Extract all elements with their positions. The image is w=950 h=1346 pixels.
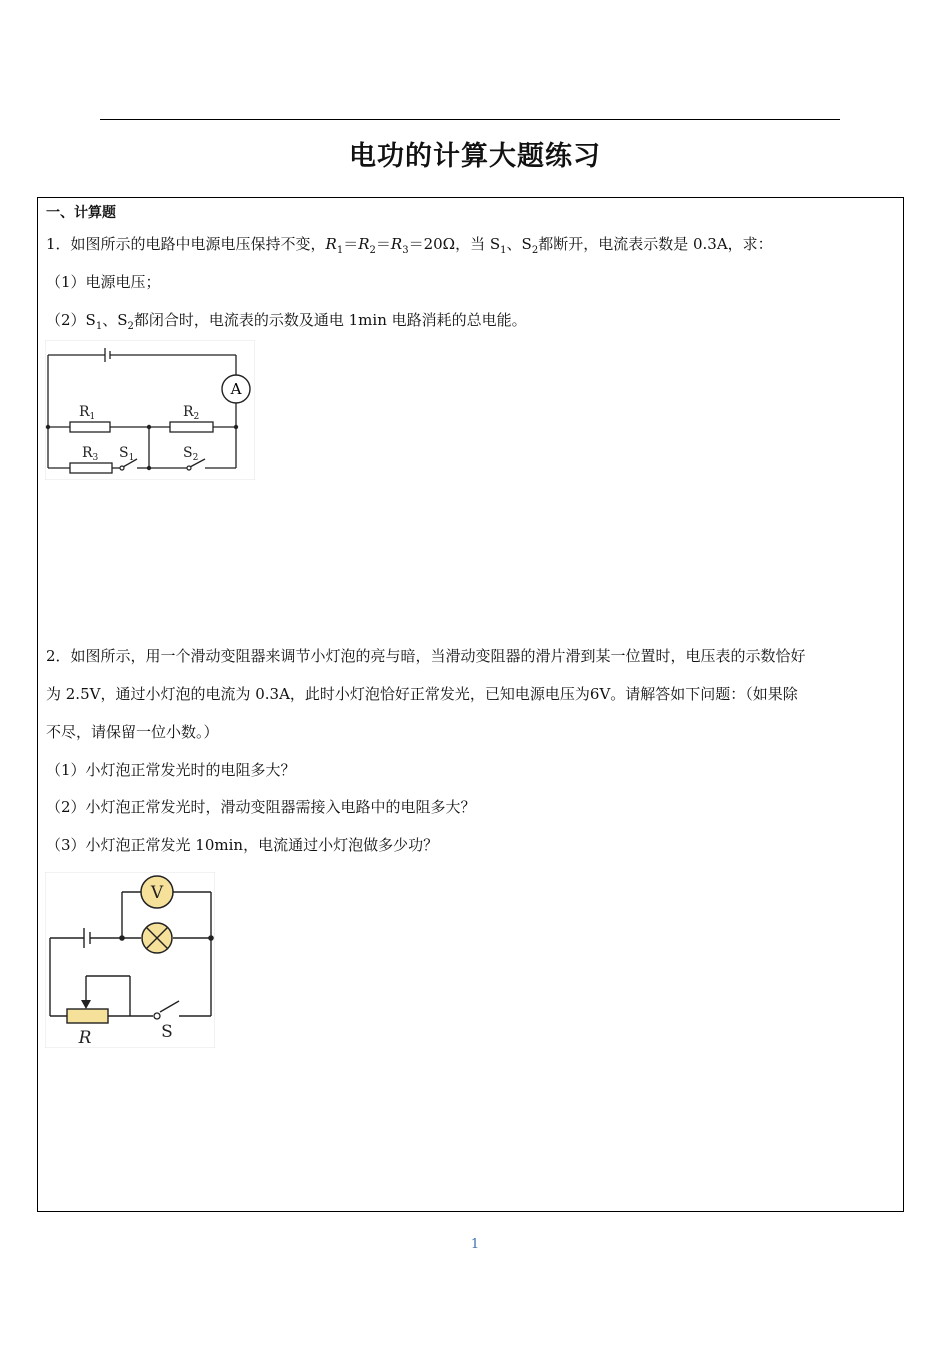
q2-part1: （1）小灯泡正常发光时的电阻多大？ xyxy=(46,761,296,779)
header-rule xyxy=(100,119,840,120)
svg-text:V: V xyxy=(150,883,164,903)
svg-text:S2: $S_2$ xyxy=(183,445,199,463)
rheostat-icon xyxy=(67,1009,108,1023)
page-title: 电功的计算大题练习 xyxy=(349,141,601,172)
q1-part2: $(2)S_1$、$S_2$都闭合时，电流表的示数及通电 1min 电路消耗的总电能。 xyxy=(46,311,527,332)
svg-text:A: A xyxy=(230,380,242,398)
q2-part3: （3）小灯泡正常发光 10min，电流通过小灯泡做多少功？ xyxy=(46,836,439,854)
svg-text:R: R xyxy=(78,1028,92,1048)
q2-stem-line2: 为 2.5V，通过小灯泡的电流为 0.3A，此时小灯泡恰好正常发光，已知电源电压为6V。请解答如下问题：（如果除 xyxy=(46,685,798,703)
q2-stem-line3: 不尽，请保留一位小数。） xyxy=(46,723,219,741)
svg-text:R3: $R_3$ xyxy=(82,445,99,463)
q1-circuit-diagram xyxy=(45,340,255,480)
svg-text:S: S xyxy=(161,1022,173,1042)
svg-text:R1: $R_1$ xyxy=(79,404,96,422)
q2-stem-line1: 2．如图所示，用一个滑动变阻器来调节小灯泡的亮与暗，当滑动变阻器的滑片滑到某一位置时，电压表的示数恰好 xyxy=(46,647,806,665)
page-number: 1 xyxy=(470,1237,480,1252)
svg-text:S1: $S_1$ xyxy=(119,445,135,463)
q2-circuit-diagram xyxy=(45,872,215,1048)
svg-text:R2: $R_2$ xyxy=(183,404,200,422)
q1-stem: 1．如图所示的电路中电源电压保持不变，$R_1=R_2=R_3=20\Omega$，当 $S_1$、$S_2$都断开，电流表示数是 0.3A，求： xyxy=(46,235,773,256)
q1-part1: （1）电源电压； xyxy=(46,273,161,291)
q2-part2: （2）小灯泡正常发光时，滑动变阻器需接入电路中的电阻多大？ xyxy=(46,798,476,816)
section-heading: 一、计算题 xyxy=(46,205,116,221)
